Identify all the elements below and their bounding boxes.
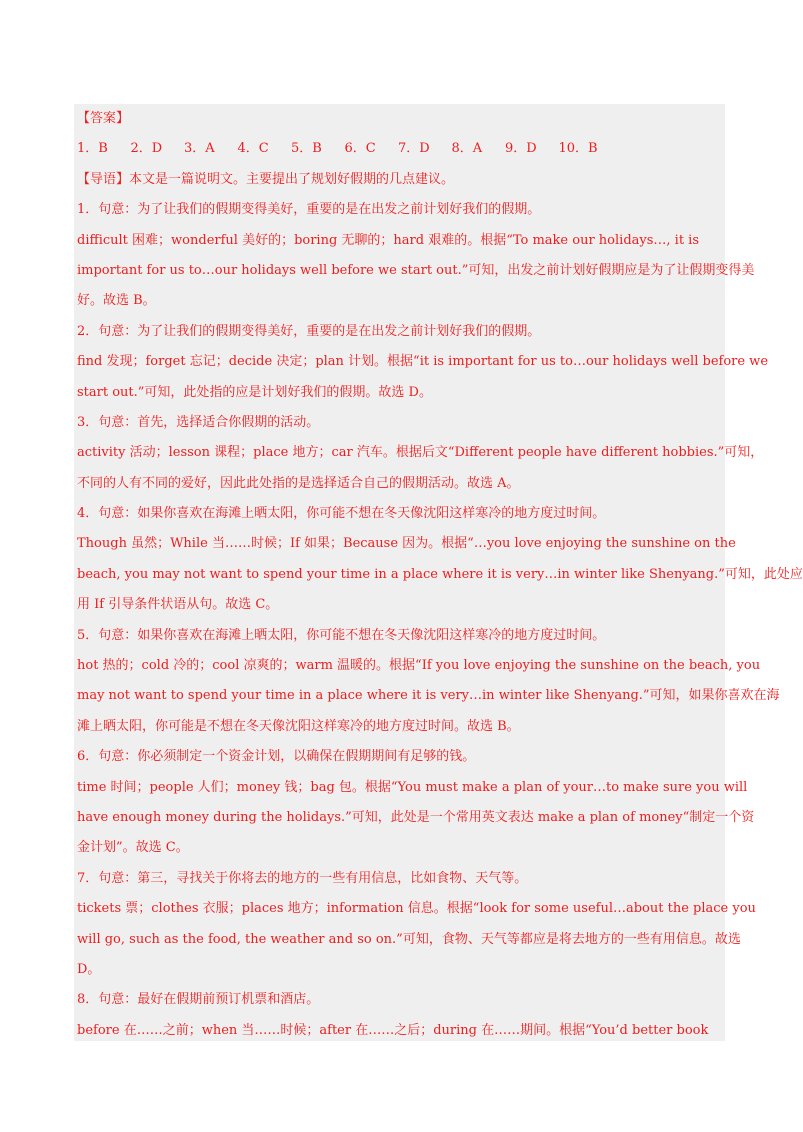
q4-meaning: 4．句意：如果你喜欢在海滩上晒太阳，你可能不想在冬天像沈阳这样寒冷的地方度过时间。 — [77, 506, 606, 522]
answer-item: 7．D — [398, 141, 430, 157]
q7-explanation: will go, such as the food, the weather and so on.”可知，食物、天气等都应是将去地方的一些有用信息。故选 — [77, 931, 741, 947]
q6-explanation: time 时间；people 人们；money 钱；bag 包。根据“You must make a plan of your…to make sure you will — [77, 779, 748, 795]
q2-explanation: find 发现；forget 忘记；decide 决定；plan 计划。根据“it is important for us to…our holidays well before we — [77, 354, 769, 370]
q7-explanation: tickets 票；clothes 衣服；places 地方；information 信息。根据“look for some useful…about the place you — [77, 901, 756, 917]
answer-item: 2．D — [130, 141, 163, 157]
answer-item: 1．B — [77, 141, 108, 157]
q4-explanation: Though 虽然；While 当……时候；If 如果；Because 因为。根据“…you love enjoying the sunshine on the — [77, 536, 736, 552]
q6-explanation: have enough money during the holidays.”可知，此处是一个常用英文表达 make a plan of money“制定一个资 — [77, 809, 755, 825]
q5-meaning: 5．句意：如果你喜欢在海滩上晒太阳，你可能不想在冬天像沈阳这样寒冷的地方度过时间。 — [77, 627, 606, 643]
answer-heading: 【答案】 — [77, 111, 130, 126]
guide-line: 【导语】本文是一篇说明文。主要提出了规划好假期的几点建议。 — [77, 171, 455, 187]
answer-item: 4．C — [237, 141, 269, 157]
answer-item: 10．B — [558, 141, 598, 157]
answer-item: 3．A — [184, 141, 215, 157]
answer-section — [77, 104, 803, 1046]
q6-explanation: 金计划”。故选 C。 — [77, 840, 189, 856]
q7-meaning: 7．句意：第三，寻找关于你将去的地方的一些有用信息，比如食物、天气等。 — [77, 870, 528, 886]
q7-explanation: D。 — [77, 961, 101, 977]
q4-explanation: 用 If 引导条件状语从句。故选 C。 — [77, 597, 279, 613]
q4-explanation: beach, you may not want to spend your time in a place where it is very…in winter like Shenyang.”可知，此处应 — [77, 566, 803, 582]
q8-explanation: before 在……之前；when 当……时候；after 在……之后；during 在……期间。根据“You’d better book — [77, 1022, 709, 1038]
answer-item: 6．C — [344, 141, 376, 157]
q3-explanation: 不同的人有不同的爱好，因此此处指的是选择适合自己的假期活动。故选 A。 — [77, 475, 520, 491]
q1-meaning: 1．句意：为了让我们的假期变得美好，重要的是在出发之前计划好我们的假期。 — [77, 202, 541, 218]
q5-explanation: 滩上晒太阳，你可能是不想在冬天像沈阳这样寒冷的地方度过时间。故选 B。 — [77, 718, 520, 734]
q3-explanation: activity 活动；lesson 课程；place 地方；car 汽车。根据后文“Different people have different hobbies.”可知， — [77, 445, 764, 461]
q2-explanation: start out.”可知，此处指的应是计划好我们的假期。故选 D。 — [77, 384, 432, 400]
q5-explanation: may not want to spend your time in a place where it is very…in winter like Shenyang.”可知，如果你喜欢在海 — [77, 688, 780, 704]
answer-key — [77, 134, 722, 164]
q1-explanation: 好。故选 B。 — [77, 293, 156, 309]
q1-explanation: difficult 困难；wonderful 美好的；boring 无聊的；hard 艰难的。根据“To make our holidays…, it is — [77, 232, 700, 248]
q8-meaning: 8．句意：最好在假期前预订机票和酒店。 — [77, 992, 320, 1008]
q2-meaning: 2．句意：为了让我们的假期变得美好，重要的是在出发之前计划好我们的假期。 — [77, 323, 541, 339]
q1-explanation: important for us to…our holidays well before we start out.”可知，出发之前计划好假期应是为了让假期变得美 — [77, 262, 755, 278]
q5-explanation: hot 热的；cold 冷的；cool 凉爽的；warm 温暖的。根据“If you love enjoying the sunshine on the beach, you — [77, 658, 761, 674]
q3-meaning: 3．句意：首先，选择适合你假期的活动。 — [77, 414, 320, 430]
answer-item: 9．D — [505, 141, 537, 157]
answer-item: 8．A — [451, 141, 483, 157]
answer-item: 5．B — [291, 141, 322, 157]
q6-meaning: 6．句意：你必须制定一个资金计划，以确保在假期期间有足够的钱。 — [77, 749, 476, 765]
